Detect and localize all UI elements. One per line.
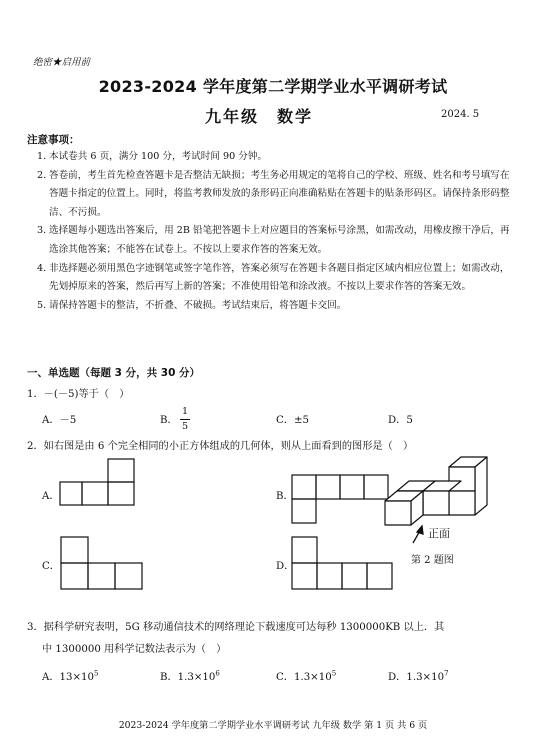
cube-face — [423, 491, 449, 515]
front-arrow-head — [417, 526, 423, 534]
grid-square — [115, 563, 142, 589]
exam-title: 2023-2024 学年度第二学期学业水平调研考试 — [98, 77, 448, 96]
notice-text: 选择题每小题选出答案后，用 2B 铅笔把答题卡上对应题目的答案标号涂黑，如需改动，用橡皮擦干净后，再选涂其他答案；不能答在试卷上。不按以上要求作答的答案无效。 — [49, 225, 510, 255]
fraction-numerator: 1 — [181, 406, 189, 417]
notice-number: 2. — [37, 169, 47, 181]
notice-item — [37, 167, 515, 223]
notice-text: 答卷前，考生首先检查答题卡是否整洁无缺损；考生务必用规定的笔将自己的学校、班级、姓名和考号填写在答题卡指定的位置上。同时，将监考教师发放的条形码正向准确粘贴在答题卡的贴条形码区。请保持条形码整洁、不污损。 — [49, 169, 510, 218]
q1-option-c: C．±5 — [276, 415, 309, 426]
exam-subtitle: 九年级 数学 — [205, 107, 314, 126]
grid-square — [367, 563, 392, 589]
q2-stem: 2．如右图是由 6 个完全相同的小正方体组成的几何体，则从上面看到的图形是（ ） — [27, 441, 414, 452]
q1-option-b-fraction — [180, 406, 190, 433]
option-exponent: 5 — [331, 669, 337, 678]
q2-option-c: C． — [42, 561, 60, 572]
q3-stem-line2: 中 1300000 用科学记数法表示为（ ） — [42, 644, 227, 655]
q3-option-d — [388, 668, 449, 683]
confidential-mark: 绝密★启用前 — [33, 57, 91, 68]
grid-square — [88, 563, 115, 589]
grid-square — [292, 537, 317, 563]
q3-option-a — [42, 668, 98, 683]
notice-text: 请保持答题卡的整洁，不折叠、不破损。考试结束后，将答题卡交回。 — [49, 299, 347, 311]
option-base: C．1.3×10 — [276, 672, 332, 683]
q1-option-d: D．5 — [388, 415, 413, 426]
grid-square — [292, 475, 316, 499]
notice-number: 4. — [37, 262, 47, 274]
q2-figure-caption: 第 2 题图 — [411, 555, 454, 566]
front-label: 正面 — [428, 527, 450, 540]
option-base: D．1.3×10 — [388, 672, 445, 683]
q2-option-a-figure — [60, 458, 140, 508]
cube-face — [449, 491, 475, 515]
notice-number: 3. — [37, 225, 47, 237]
notices-heading: 注意事项： — [27, 134, 80, 146]
option-base: B．1.3×10 — [160, 672, 216, 683]
grid-square — [292, 563, 317, 589]
option-exponent: 7 — [444, 669, 449, 678]
notice-item — [37, 297, 515, 316]
page-footer: 2023-2024 学年度第二学期学业水平调研考试 九年级 数学 第 1 页 共 6 页 — [118, 720, 428, 731]
grid-square — [317, 563, 342, 589]
grid-square — [60, 482, 82, 505]
exam-date: 2024. 5 — [441, 109, 480, 120]
fraction-denominator: 5 — [181, 421, 189, 432]
q2-option-d: D． — [276, 561, 295, 572]
notice-text: 非选择题必须用黑色字迹钢笔或签字笔作答，答案必须写在答题卡各题目指定区域内相应位置上；如需改动，先划掉原来的答案，然后再写上新的答案；不准使用铅笔和涂改液。不按以上要求作答的答案无效。 — [49, 262, 510, 293]
notices-list — [37, 148, 515, 315]
grid-square — [82, 482, 108, 505]
fraction-bar — [180, 419, 190, 420]
q2-option-c-figure — [60, 536, 150, 596]
grid-square — [292, 499, 316, 523]
notice-item — [37, 260, 515, 297]
cube-face — [475, 457, 487, 515]
grid-square — [61, 537, 88, 563]
grid-square — [342, 563, 367, 589]
q3-option-c — [276, 668, 336, 683]
option-exponent: 5 — [94, 669, 99, 678]
q3-option-b — [160, 668, 220, 683]
notice-number: 1. — [37, 151, 47, 162]
grid-square — [316, 475, 340, 499]
q2-option-a: A． — [42, 491, 60, 502]
grid-square — [61, 563, 88, 589]
notice-text: 本试卷共 6 页，满分 100 分，考试时间 90 分钟。 — [49, 151, 268, 162]
option-base: A．13×10 — [42, 672, 95, 683]
grid-square — [340, 475, 364, 499]
q3-stem-line1: 3．据科学研究表明，5G 移动通信技术的网络理论下载速度可达每秒 1300000KB 以上．其 — [27, 622, 445, 633]
cube-face — [385, 501, 411, 525]
grid-square — [108, 482, 134, 505]
q1-option-a: A．－5 — [42, 415, 77, 426]
grid-square — [108, 459, 134, 482]
q2-option-b: B． — [276, 491, 294, 502]
notice-number: 5. — [37, 299, 47, 311]
notice-item — [37, 222, 515, 259]
notice-item — [37, 148, 515, 167]
q1-stem: 1．－(－5)等于（ ） — [27, 389, 130, 400]
q1-option-b-label: B． — [160, 415, 178, 426]
option-exponent: 6 — [215, 669, 220, 678]
section-heading: 一、单选题（每题 3 分，共 30 分） — [27, 367, 201, 379]
